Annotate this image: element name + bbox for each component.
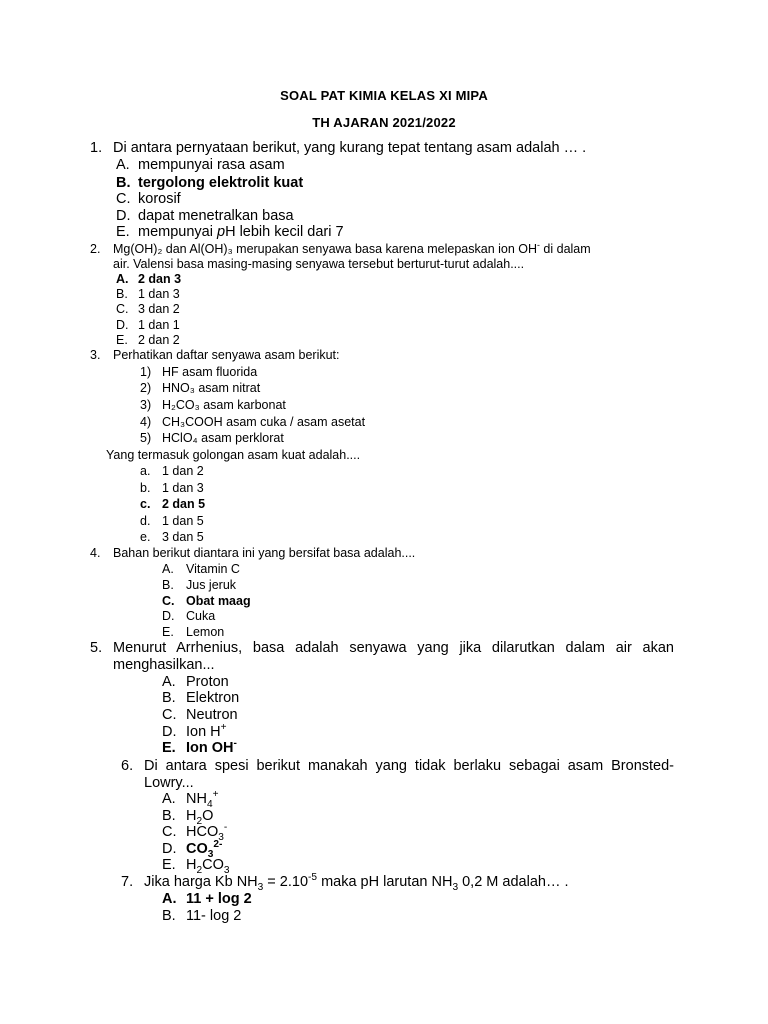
question-3-number: 3. — [90, 348, 101, 362]
q7-s2: 3 — [452, 881, 459, 893]
q5-option-c-letter: C. — [162, 707, 177, 723]
q1-option-e-em: p — [216, 224, 226, 240]
q3-option-b: 1 dan 3 — [162, 481, 204, 495]
q5-option-b-letter: B. — [162, 690, 176, 706]
q3-list-3-number: 3) — [140, 398, 152, 412]
question-3-prompt: Yang termasuk golongan asam kuat adalah.... — [106, 448, 361, 462]
q1-option-e-pre: mempunyai — [138, 224, 217, 240]
q6-option-a — [186, 791, 219, 808]
school-year: TH AJARAN 2021/2022 — [312, 115, 456, 130]
q7-t4: 0,2 M adalah… . — [458, 874, 569, 890]
q6-c-base: HCO — [186, 824, 219, 840]
q6-a-base: NH — [186, 791, 207, 807]
q6-option-e — [186, 857, 230, 874]
q6-option-c-letter: C. — [162, 824, 177, 840]
q5-option-e-text: Ion OH — [186, 740, 234, 756]
q3-option-a: 1 dan 2 — [162, 464, 204, 478]
question-7-number: 7. — [121, 874, 134, 890]
question-6-line-2: Lowry... — [144, 775, 194, 791]
q2-option-e-letter: E. — [116, 333, 128, 347]
q3-list-3: H₂CO₃ asam karbonat — [162, 398, 286, 412]
question-4-text: Bahan berikut diantara ini yang bersifat basa adalah.... — [113, 546, 416, 560]
q3-list-1: HF asam fluorida — [162, 365, 258, 379]
q7-option-a-letter: A. — [162, 891, 177, 907]
q3-option-c-answer: 2 dan 5 — [162, 497, 206, 511]
q5-option-c: Neutron — [186, 707, 238, 723]
q4-option-b: Jus jeruk — [186, 578, 237, 592]
q6-option-e-letter: E. — [162, 857, 176, 873]
q1-option-d: dapat menetralkan basa — [138, 208, 294, 224]
exam-title: SOAL PAT KIMIA KELAS XI MIPA — [280, 88, 488, 103]
q2-option-e: 2 dan 2 — [138, 333, 180, 347]
question-4-number: 4. — [90, 546, 101, 560]
q3-option-c-letter: c. — [140, 497, 151, 511]
question-5-number: 5. — [90, 640, 103, 656]
q2-option-d: 1 dan 1 — [138, 318, 180, 332]
q3-list-4-number: 4) — [140, 415, 152, 429]
q6-d-sup: 2- — [213, 839, 223, 851]
q3-list-4: CH₃COOH asam cuka / asam asetat — [162, 415, 366, 429]
q3-list-2: HNO₃ asam nitrat — [162, 381, 261, 395]
q5-option-e-answer — [186, 740, 237, 757]
q1-option-b-answer: tergolong elektrolit kuat — [138, 175, 304, 191]
q6-c-sub: 3 — [218, 831, 224, 843]
q2-line1-sup: - — [537, 239, 540, 250]
q1-option-e-letter: E. — [116, 224, 130, 240]
q5-option-b: Elektron — [186, 690, 240, 706]
question-1-text: Di antara pernyataan berikut, yang kurang tepat tentang asam adalah … . — [113, 140, 587, 156]
q6-e-base: H — [186, 857, 197, 873]
q3-option-e-letter: e. — [140, 530, 151, 544]
q2-line1-b: di dalam — [539, 242, 591, 256]
q7-t2: = 2.10 — [263, 874, 309, 890]
q4-option-a: Vitamin C — [186, 562, 240, 576]
question-5-line-1: Menurut Arrhenius, basa adalah senyawa yang jika dilarutkan dalam air akan — [113, 640, 674, 656]
q6-e-sub2: 3 — [223, 864, 230, 876]
q3-list-2-number: 2) — [140, 381, 152, 395]
q6-option-b-letter: B. — [162, 808, 176, 824]
q1-option-d-letter: D. — [116, 208, 131, 224]
q1-option-c-letter: C. — [116, 191, 131, 207]
q1-option-c: korosif — [138, 191, 181, 207]
question-6-line-1: Di antara spesi berikut manakah yang tidak berlaku sebagai asam Bronsted- — [144, 758, 674, 774]
q7-t1: Jika harga Kb NH — [144, 874, 258, 890]
question-1-number: 1. — [90, 140, 103, 156]
q4-option-c-letter: C. — [162, 594, 175, 608]
q4-option-b-letter: B. — [162, 578, 174, 592]
q3-list-5-number: 5) — [140, 431, 152, 445]
q6-option-b — [186, 808, 213, 825]
q6-e-post: CO — [202, 857, 224, 873]
q1-option-b-letter: B. — [116, 175, 131, 191]
question-7-text — [144, 874, 569, 891]
q2-option-a-answer: 2 dan 3 — [138, 272, 182, 286]
q5-option-d-text: Ion H — [186, 724, 221, 740]
question-3-text: Perhatikan daftar senyawa asam berikut: — [113, 348, 340, 362]
q2-option-c: 3 dan 2 — [138, 302, 180, 316]
q1-option-e-post: H lebih kecil dari 7 — [225, 224, 344, 240]
q3-option-a-letter: a. — [140, 464, 151, 478]
q3-option-d: 1 dan 5 — [162, 514, 204, 528]
q7-s1: 3 — [257, 881, 264, 893]
q7-sup1: -5 — [308, 872, 318, 884]
q4-option-c-answer: Obat maag — [186, 594, 251, 608]
q6-b-base: H — [186, 808, 197, 824]
q7-option-b-letter: B. — [162, 908, 176, 924]
q1-option-a: mempunyai rasa asam — [138, 157, 285, 173]
q5-option-e-letter: E. — [162, 740, 176, 756]
q6-option-d-answer — [186, 841, 222, 858]
q6-b-post: O — [202, 808, 214, 824]
q2-option-b-letter: B. — [116, 287, 128, 301]
question-2-line-2: air. Valensi basa masing-masing senyawa tersebut berturut-turut adalah.... — [113, 257, 525, 271]
q2-option-a-letter: A. — [116, 272, 129, 286]
q6-d-sub: 3 — [207, 848, 214, 860]
q5-option-a: Proton — [186, 674, 229, 690]
q4-option-d: Cuka — [186, 609, 216, 623]
q6-a-sup: + — [212, 789, 219, 801]
q4-option-a-letter: A. — [162, 562, 174, 576]
q6-d-base: CO — [186, 841, 208, 857]
q2-option-d-letter: D. — [116, 318, 129, 332]
q4-option-e: Lemon — [186, 625, 225, 639]
q3-list-5: HClO₄ asam perklorat — [162, 431, 284, 445]
question-5-line-2: menghasilkan... — [113, 657, 215, 673]
q2-option-c-letter: C. — [116, 302, 129, 316]
q5-option-d — [186, 724, 227, 741]
q5-option-a-letter: A. — [162, 674, 176, 690]
q5-option-d-sup: + — [220, 722, 227, 734]
q4-option-d-letter: D. — [162, 609, 175, 623]
q1-option-a-letter: A. — [116, 157, 130, 173]
q3-option-d-letter: d. — [140, 514, 151, 528]
question-2-line-1 — [113, 239, 591, 257]
q3-list-1-number: 1) — [140, 365, 152, 379]
q7-option-a-answer: 11 + log 2 — [186, 891, 252, 907]
question-2-number: 2. — [90, 242, 101, 256]
q2-line1-a: Mg(OH)₂ dan Al(OH)₃ merupakan senyawa basa karena melepaskan ion OH — [113, 242, 538, 256]
q3-option-b-letter: b. — [140, 481, 151, 495]
q6-option-a-letter: A. — [162, 791, 176, 807]
q6-option-d-letter: D. — [162, 841, 177, 857]
question-6-number: 6. — [121, 758, 134, 774]
q6-c-sup: - — [223, 822, 228, 834]
q7-option-b: 11- log 2 — [186, 908, 242, 924]
q4-option-e-letter: E. — [162, 625, 174, 639]
q2-option-b: 1 dan 3 — [138, 287, 180, 301]
q1-option-e — [138, 224, 344, 241]
q7-t3: maka pH larutan NH — [317, 874, 453, 890]
q5-option-d-letter: D. — [162, 724, 177, 740]
q6-b-sub: 2 — [196, 815, 203, 827]
q6-a-sub: 4 — [206, 798, 213, 810]
q6-e-sub: 2 — [196, 864, 203, 876]
q3-option-e: 3 dan 5 — [162, 530, 204, 544]
q5-option-e-sup: - — [233, 738, 237, 750]
